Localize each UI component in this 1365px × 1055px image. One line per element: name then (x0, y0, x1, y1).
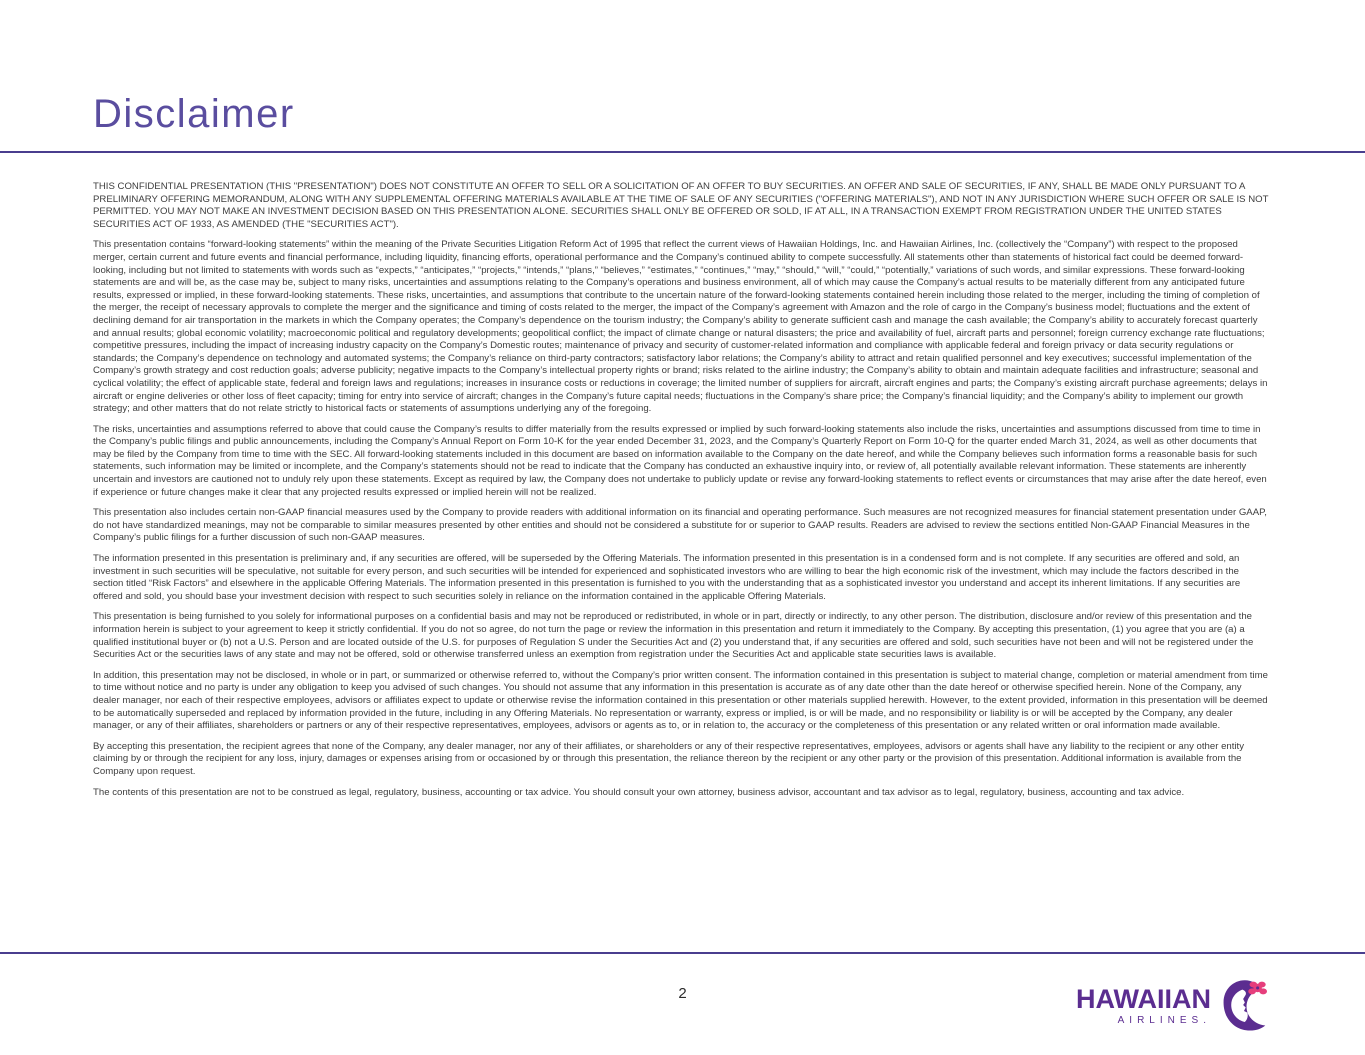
logo-brand-text: HAWAIIAN (1076, 983, 1211, 1014)
disclaimer-paragraph: In addition, this presentation may not be disclosed, in whole or in part, or summarized or otherwise referred to, without the Company’s prior written consent. The information contained in this presentation is subject to material change, completion or material amendment from time to time without notice and no party is under any obligation to keep you advised of such changes. You should not assume that any information in this presentation is accurate as of any date other than the date hereof or otherwise specified herein. None of the Company, any dealer manager, nor each of their respective employees, advisors or affiliates expect to update or otherwise revise the information contained in this presentation or other materials supplied herewith. However, to the extent provided, information in this presentation will be deemed to be automatically superseded and replaced by information provided in the future, including in any Offering Materials. No representation or warranty, express or implied, is or will be made, and no responsibility or liability is or will be accepted by the Company, any dealer manager, or any of their affiliates, shareholders or partners or any of their respective representatives, employees, advisors or agents as to, or in relation to, the accuracy or the completeness of this presentation or any related written or oral information made available. (93, 669, 1268, 732)
disclaimer-paragraph: This presentation is being furnished to you solely for informational purposes on a confidential basis and may not be reproduced or redistributed, in whole or in part, directly or indirectly, to any other person. The distribution, disclosure and/or review of this presentation and the information herein is subject to your agreement to keep it strictly confidential. If you do not so agree, do not turn the page or review the information in this presentation and return it immediately to the Company. By accepting this presentation, (1) you agree that you are (a) a qualified institutional buyer or (b) not a U.S. Person and are located outside of the U.S. for purposes of Regulation S under the Securities Act and (2) you understand that, if any securities are offered and sold, such securities have not been and will not be registered under the Securities Act or the securities laws of any state and may not be offered, sold or otherwise transferred unless an exemption from registration under the Securities Act and applicable state securities laws is available. (93, 611, 1254, 661)
disclaimer-body (93, 181, 1269, 807)
footer-divider (0, 952, 1365, 954)
logo-sub-text: AIRLINES. (1117, 1014, 1211, 1026)
disclaimer-paragraph: This presentation contains “forward-looking statements” within the meaning of the Private Securities Litigation Reform Act of 1995 that reflect the current views of Hawaiian Holdings, Inc. and Hawaiian Airlines, Inc. (collectively the “Company”) with respect to the proposed merger, certain current and future events and financial performance, including liquidity, financing efforts, operational performance and the Company’s continued ability to compete successfully. All statements other than statements of historical fact could be deemed forward-looking, including but not limited to statements with words such as “expects,” “anticipates,” “projects,” “intends,” “plans,” “believes,” “estimates,” “continues,” “may,” “should,” “will,” “could,” “potentially,” variations of such words, and similar expressions. These forward-looking statements are and will be, as the case may be, subject to many risks, uncertainties and assumptions relating to the Company’s operations and business environment, all of which may cause the Company’s actual results to be materially different from any anticipated future results, expressed or implied, in these forward-looking statements. These risks, uncertainties, and assumptions that contribute to the uncertain nature of the forward-looking statements contained herein including those related to the merger, including the timing of completion of the merger, the receipt of necessary approvals to complete the merger and the significance and timing of costs related to the merger, the impact of the Company’s agreement with Amazon and the role of cargo in the Company’s business model; fluctuations and the extent of declining demand for air transportation in the markets in which the Company operates; the Company’s dependence on the tourism industry; the Company’s ability to generate sufficient cash and manage the cash available; the Company’s ability to accurately forecast quarterly and annual results; global economic volatility; macroeconomic political and regulatory developments; geopolitical conflict; the impact of climate change or natural disasters; the price and availability of fuel, aircraft parts and personnel; foreign currency exchange rate fluctuations; competitive pressures, including the impact of increasing industry capacity on the Company’s Domestic routes; maintenance of privacy and security of customer-related information and compliance with applicable federal and foreign privacy or data security regulations or standards; the Company’s dependence on technology and automated systems; the Company’s reliance on third-party contractors; satisfactory labor relations; the Company’s ability to attract and retain qualified personnel and key executives; successful implementation of the Company’s growth strategy and cost reduction goals; adverse publicity; negative impacts to the Company’s intellectual property rights or brand; risks related to the airline industry; the Company’s ability to obtain and maintain adequate facilities and infrastructure; seasonal and cyclical volatility; the effect of applicable state, federal and foreign laws and regulations; increases in insurance costs or reductions in coverage; the limited number of suppliers for aircraft, aircraft engines and parts; the Company’s existing aircraft purchase agreements; delays in aircraft or engine deliveries or other loss of fleet capacity; timing for entry into service of aircraft; changes in the Company’s future capital needs; fluctuations in the Company’s share price; the Company’s financial liquidity; and the Company’s ability to implement our growth strategy; and other matters that do not relate strictly to historical facts or statements of assumptions underlying any of the foregoing. (93, 239, 1268, 415)
disclaimer-paragraph: The information presented in this presentation is preliminary and, if any securities are offered, will be superseded by the Offering Materials. The information presented in this presentation is in a condensed form and is not complete. If any securities are offered and sold, an investment in such securities will be speculative, not suitable for every person, and such securities will be intended for experienced and sophisticated investors who are willing to bear the high economic risk of the investment, which may include the factors described in the section titled “Risk Factors” and elsewhere in the applicable Offering Materials. The information presented in this presentation is furnished to you with the understanding that as a sophisticated investor you understand and accept its inherent limitations. If any securities are offered and sold, you should base your investment decision with respect to such securities solely in reliance on the information contained in the applicable Offering Materials. (93, 553, 1241, 602)
disclaimer-paragraph: THIS CONFIDENTIAL PRESENTATION (THIS "PRESENTATION") DOES NOT CONSTITUTE AN OFFER TO SELL OR A SOLICITATION OF AN OFFER TO BUY SECURITIES. AN OFFER AND SALE OF SECURITIES, IF ANY, SHALL BE MADE ONLY PURSUANT TO A PRELIMINARY OFFERING MEMORANDUM, ALONG WITH ANY SUPPLEMENTAL OFFERING MATERIALS AVAILABLE AT THE TIME OF SALE OF ANY SECURITIES ("OFFERING MATERIALS"), AND NOT IN ANY JURISDICTION WHERE SUCH OFFER OR SALE IS NOT PERMITTED. YOU MAY NOT MAKE AN INVESTMENT DECISION BASED ON THIS PRESENTATION ALONE. SECURITIES SHALL ONLY BE OFFERED OR SOLD, IF AT ALL, IN A TRANSACTION EXEMPT FROM REGISTRATION UNDER THE UNITED STATES SECURITIES ACT OF 1933, AS AMENDED (THE "SECURITIES ACT"). (93, 181, 1269, 230)
page-number: 2 (678, 985, 687, 1002)
disclaimer-paragraph: The contents of this presentation are not to be construed as legal, regulatory, business, accounting or tax advice. You should consult your own attorney, business advisor, accountant and tax advisor as to legal, regulatory, business, accounting and tax advice. (93, 786, 1185, 798)
logo-wordmark (1076, 985, 1211, 1026)
disclaimer-paragraph: This presentation also includes certain non-GAAP financial measures used by the Company to provide readers with additional information on its financial and operating performance. Such measures are not recognized measures for financial statement presentation under GAAP, do not have standardized meanings, may not be comparable to similar measures presented by other entities and should not be considered a substitute for or superior to GAAP results. Readers are advised to review the sections entitled Non-GAAP Financial Measures in the Company’s public filings for a further discussion of such non-GAAP measures. (93, 507, 1267, 544)
disclaimer-paragraph: By accepting this presentation, the recipient agrees that none of the Company, any dealer manager, nor any of their affiliates, or shareholders or any of their respective representatives, employees, advisors or agents shall have any liability to the recipient or any other entity claiming by or through the recipient for any loss, injury, damages or expenses arising from or occasioned by or through this presentation, the reliance thereon by the recipient or any other party or the provision of this presentation. Additional information is available from the Company upon request. (93, 740, 1245, 777)
title-divider (0, 151, 1365, 153)
page-title: Disclaimer (93, 92, 295, 136)
hawaiian-airlines-logo (1076, 976, 1267, 1034)
disclaimer-paragraph: The risks, uncertainties and assumptions referred to above that could cause the Company’s results to differ materially from the results expressed or implied by such forward-looking statements also include the risks, uncertainties and assumptions discussed from time to time in the Company’s public filings and public announcements, including the Company’s Annual Report on Form 10-K for the year ended December 31, 2023, and the Company’s Quarterly Report on Form 10-Q for the quarter ended March 31, 2024, as well as other documents that may be filed by the Company from time to time with the SEC. All forward-looking statements included in this document are based on information available to the Company on the date hereof, and while the Company believes such information forms a reasonable basis for such statements, such information may be limited or incomplete, and the Company’s statements should not be read to indicate that the Company has conducted an exhaustive inquiry into, or review of, all potentially available relevant information. These statements are inherently uncertain and investors are cautioned not to unduly rely upon these statements. Except as required by law, the Company does not undertake to publicly update or revise any forward-looking statements to reflect events or circumstances that may arise after the date hereof, even if experience or future changes make it clear that any projected results expressed or implied herein will not be realized. (93, 423, 1267, 498)
pualani-icon (1221, 976, 1267, 1034)
